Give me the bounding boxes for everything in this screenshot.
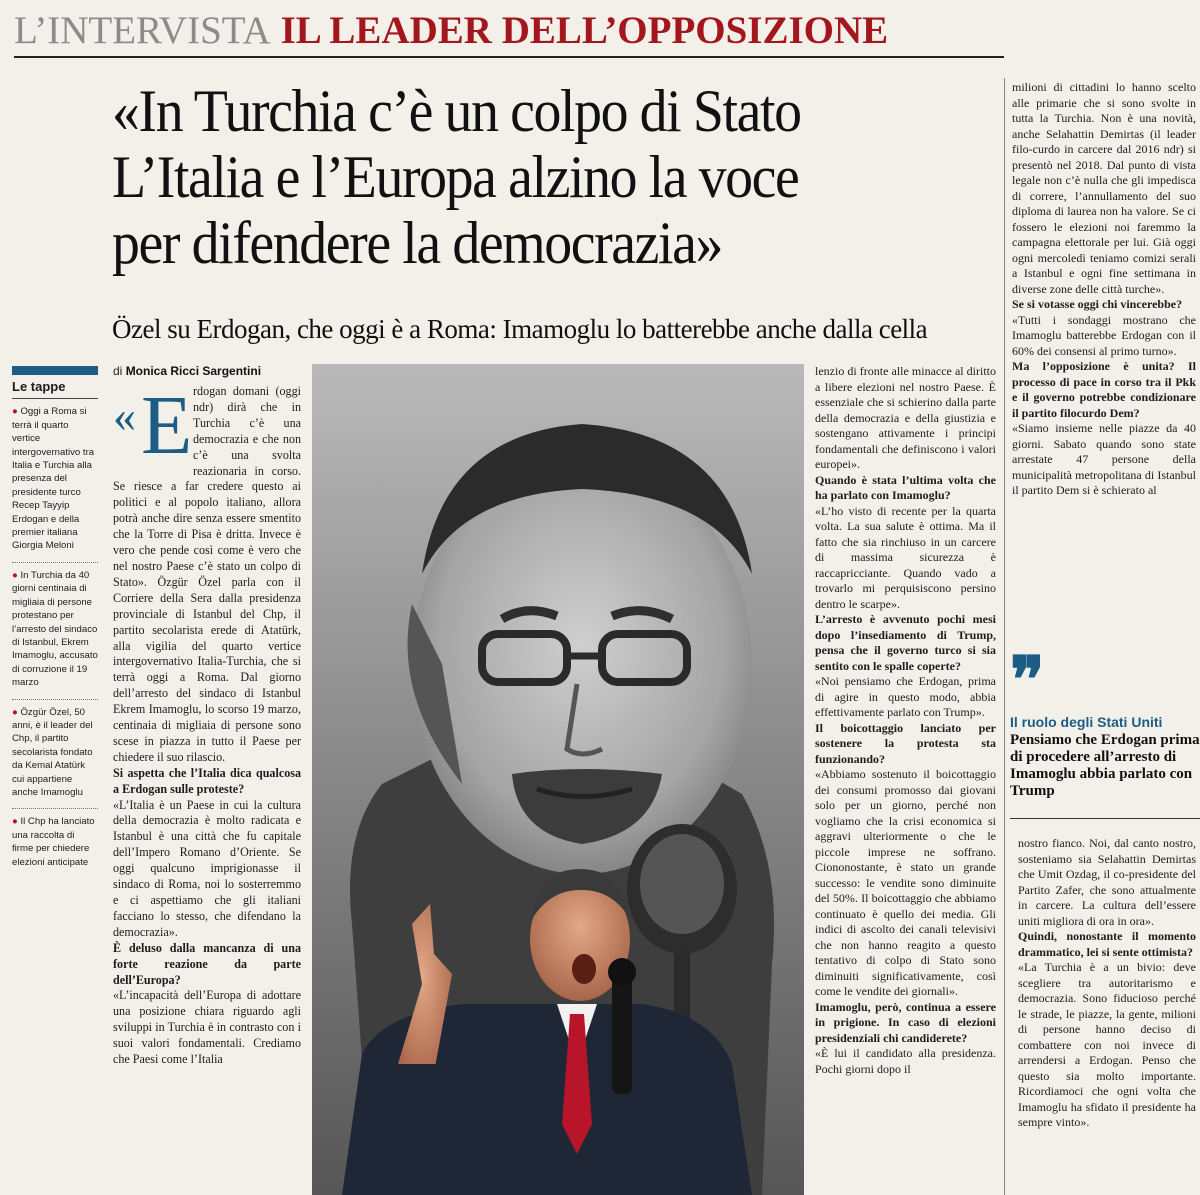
interview-question: Imamoglu, però, continua a essere in prigione. In caso di elezioni presidenziali chi candiderete?: [815, 999, 996, 1045]
interview-answer: «Tutti i sondaggi mostrano che Imamoglu batterebbe Erdogan con il 60% dei consensi al primo turno».: [1012, 312, 1196, 358]
sidebar-item: ● In Turchia da 40 giorni centinaia di migliaia di persone protestano per l’arresto del sindaco di Istanbul, Ekrem Imamoglu, accusato di corruzione il 19 marzo: [12, 569, 98, 689]
article-intro: rdogan domani (oggi ndr) dirà che in Turchia c’è una democrazia e che non c’è una svolta reazionaria in corso. Se riesce a far credere questo ai politici e al popolo italiano, allora potrà anche dire senza essere smentito che la Torre di Pisa è dritta. Invece è vero che pende così come è vero che nel nostro Paese c’è stato un colpo di Stato». Özgür Özel parla con il Corriere della Sera dalla presidenza provinciale di Istanbul del Chp, il partito secolarista erede di Atatürk, alla vigilia del quarto vertice intergovernativo Italia-Turchia, che si terrà oggi a Roma. Dal giorno dell’arresto del sindaco di Istanbul Ekrem Imamoglu, lo scorso 19 marzo, centinaia di migliaia di persone sono scese in piazza in tutto il Paese per chiedere il suo rilascio.: [113, 384, 301, 764]
quote-mark-icon: ❞: [1010, 643, 1045, 718]
bullet-icon: ●: [12, 706, 21, 718]
headline-line-3: per difendere la democrazia»: [112, 210, 723, 276]
dropcap: [113, 379, 193, 472]
byline: [113, 364, 261, 378]
article-column-4: [1018, 836, 1196, 1131]
interview-question: Se si votasse oggi chi vincerebbe?: [1012, 297, 1183, 311]
sidebar-item: ● Il Chp ha lanciato una raccolta di firme per chiedere elezioni anticipate: [12, 816, 95, 868]
sidebar-item: ● Özgür Özel, 50 anni, è il leader del Chp, il partito secolarista fondato da Kemal Atatürk cui appartiene anche Imamoglu: [12, 706, 93, 798]
kicker-section: L’INTERVISTA: [14, 9, 271, 52]
pull-quote-title: Il ruolo degli Stati Uniti: [1010, 714, 1163, 730]
dropcap-quote: «: [113, 390, 136, 441]
article-column-2: [815, 364, 996, 1077]
subheadline: Özel su Erdogan, che oggi è a Roma: Imamoglu lo batterebbe anche dalla cella: [112, 314, 928, 344]
divider: [12, 808, 98, 809]
interview-question: Quando è stata l’ultima volta che ha parlato con Imamoglu?: [815, 472, 996, 502]
interview-answer: «L’ho visto di recente per la quarta volta. La sua salute è ottima. Ma il fatto che sia rinchiuso in un carcere di massima sicurezza è raccapricciante. Quando vado a trovarlo mi perquisiscono persino dentro le scarpe».: [815, 503, 996, 611]
divider: [12, 699, 98, 700]
sidebar-title: Le tappe: [12, 380, 98, 399]
interview-answer: «Noi pensiamo che Erdogan, prima di agire in questo modo, abbia effettivamente parlato con Trump».: [815, 674, 996, 719]
interview-answer: «L’incapacità dell’Europa di adottare una posizione chiara riguardo agli sviluppi in Turchia è in contrasto con i suoi valori fondamentali. Crediamo che Paesi come l’Italia: [113, 988, 301, 1067]
pull-quote-text: Pensiamo che Erdogan prima di procedere all’arresto di Imamoglu abbia parlato con Trump: [1010, 732, 1200, 799]
interview-question: Si aspetta che l’Italia dica qualcosa a Erdogan sulle proteste?: [113, 765, 301, 796]
dropcap-letter: E: [141, 379, 193, 472]
interview-answer: nostro fianco. Noi, dal canto nostro, sosteniamo sia Selahattin Demirtas che Umit Ozdag, il co-presidente del Partito Zafer, che sono attualmente in carcere. La cultura dell’essere uniti migliora di ora in ora».: [1018, 836, 1196, 928]
pull-quote: [1010, 643, 1200, 819]
article-column-1: [113, 379, 301, 1068]
bullet-icon: ●: [12, 406, 21, 418]
sidebar-accent-bar: [12, 366, 98, 375]
interview-answer: «Siamo insieme nelle piazze da 40 giorni. Sabato quando sono state arrestate 47 persone della municipalità metropolitana di Istanbul il partito Dem si è schierato al: [1012, 421, 1196, 497]
kicker-topic: IL LEADER DELL’OPPOSIZIONE: [280, 9, 889, 52]
article-photo: [312, 364, 804, 1195]
divider: [1010, 818, 1200, 819]
interview-answer: lenzio di fronte alle minacce al diritto a libere elezioni nel nostro Paese. È essenziale che si schierino dalla parte della democrazia e della giustizia e sostengano attivamente i principi fondamentali che definiscono i valori europei».: [815, 364, 996, 471]
divider: [12, 562, 98, 563]
interview-question: È deluso dalla mancanza di una forte reazione da parte dell’Europa?: [113, 940, 301, 987]
interview-answer: «È lui il candidato alla presidenza. Pochi giorni dopo il: [815, 1046, 996, 1076]
interview-answer: «L’Italia è un Paese in cui la cultura della democrazia è molto radicata e Istanbul è una città che fu capitale dell’Impero Romano d’Oriente. Se oggi qualcuno imprigionasse il sindaco di Roma, noi lo sosterremmo e ci aspettiamo che gli italiani facciano lo stesso, che difendano la democrazia».: [113, 797, 301, 939]
interview-question: L’arresto è avvenuto pochi mesi dopo l’insediamento di Trump, pensa che il governo turco si sia sentito con le spalle coperte?: [815, 612, 996, 673]
bullet-icon: ●: [12, 569, 21, 581]
interview-question: Quindi, nonostante il momento drammatico, lei si sente ottimista?: [1018, 929, 1196, 959]
article-column-3: [1012, 80, 1196, 499]
headline: [112, 78, 930, 276]
column-divider: [1004, 78, 1005, 1195]
interview-question: Il boicottaggio lanciato per sostenere la protesta sta funzionando?: [815, 720, 996, 766]
photo-ozel-speaking-image: [312, 364, 804, 1195]
interview-answer: «Abbiamo sostenuto il boicottaggio dei consumi promosso dai giovani solo per un giorno, perché non vogliamo che la crisi economica si aggravi ulteriormente o che le piccole imprese ne soffrano. Ciononostante, è stato un grande successo: le vendite sono diminuite del 50%. Il boicottaggio che abbiamo continuato è quello dei media. Gli indici di ascolto dei canali televisivi che non hanno reagito a questo tentativo di colpo di Stato sono diminuiti significativamente, così come le vendite dei giornali».: [815, 767, 996, 998]
sidebar-item: ● Oggi a Roma si terrà il quarto vertice intergovernativo tra Italia e Turchia alla presenza del presidente turco Recep Tayyip Erdogan e della premier italiana Giorgia Meloni: [12, 406, 95, 552]
bullet-icon: ●: [12, 816, 21, 828]
interview-answer: «La Turchia è a un bivio: deve scegliere tra autoritarismo e democrazia. Sono fiducioso perché le strade, le piazze, la gente, milioni di persone hanno deciso di combattere con noi invece di arrendersi a Erdogan. Penso che questo sia molto importante. Ricordiamoci che ogni volta che Imamoglu ha sfidato il presidente ha sempre vinto».: [1018, 960, 1196, 1129]
headline-line-1: «In Turchia c’è un colpo di Stato: [112, 78, 801, 144]
byline-author: Monica Ricci Sargentini: [125, 364, 262, 378]
sidebar-le-tappe: [12, 366, 98, 878]
interview-answer: milioni di cittadini lo hanno scelto alle primarie che si sono svolte in tutta la Turchia. Non è una novità, anche Selahattin Demirtas (il leader filo-curdo in carcere dal 2016 ndr) si presentò nel 2018. Dal punto di vista legale non c’è nulla che gli impedisca di correre, l’annullamento del suo diploma di laurea non ha valore. Se ci fossero le elezioni noi faremmo la campagna elettorale per lui. Già oggi ogni mercoledì teniamo comizi serali a Istanbul e ogni fine settimana in diverse zone delle città turche».: [1012, 80, 1196, 296]
headline-line-2: L’Italia e l’Europa alzino la voce: [112, 144, 799, 210]
byline-prefix: di: [113, 364, 123, 378]
interview-question: Ma l’opposizione è unita? Il processo di pace in corso tra il Pkk e il governo potrebbe condizionare il partito filocurdo Dem?: [1012, 359, 1196, 420]
section-kicker: [14, 8, 1004, 58]
